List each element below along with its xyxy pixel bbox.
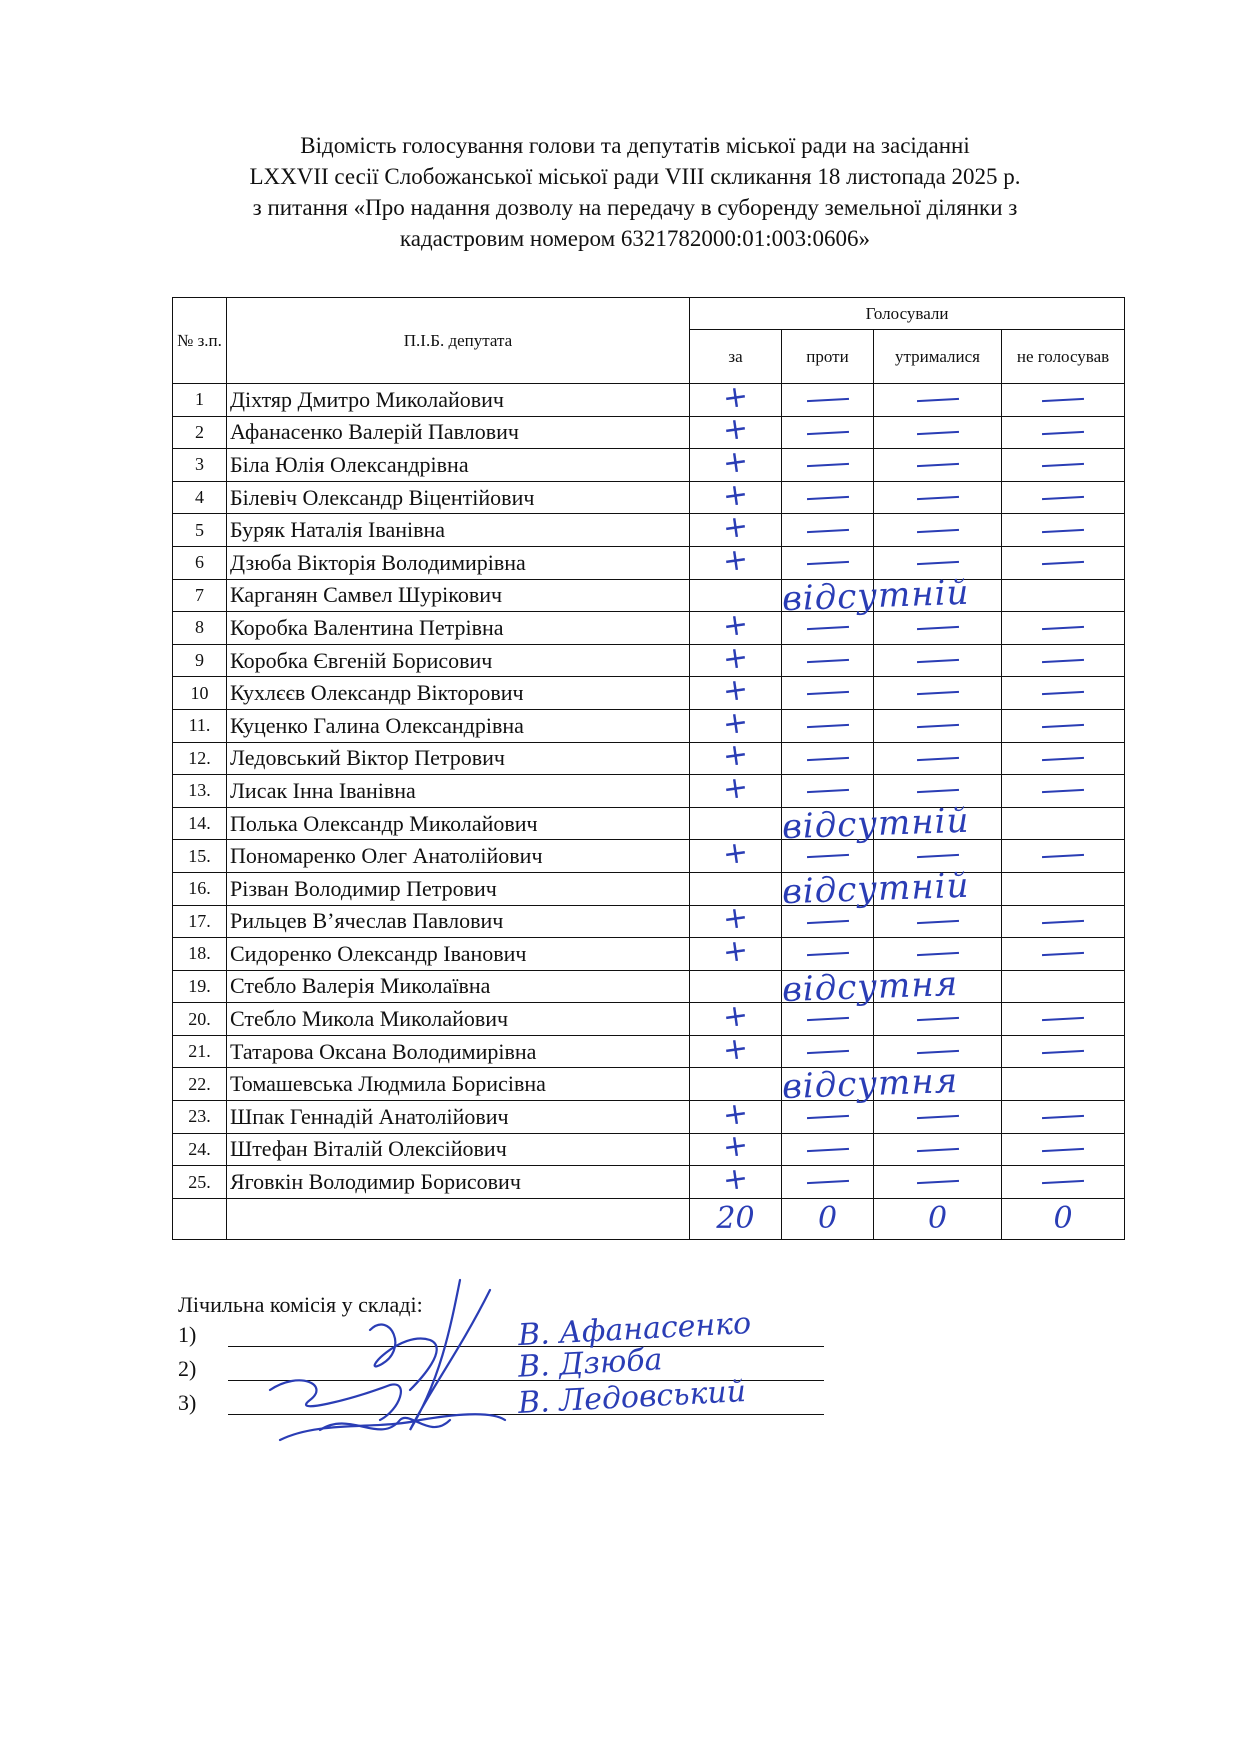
vote-for-cell	[690, 508, 782, 547]
deputy-name: Яговкін Володимир Борисович	[227, 1166, 690, 1199]
deputy-name: Лисак Інна Іванівна	[227, 775, 690, 808]
table-row	[173, 1068, 1125, 1101]
vote-against-cell	[781, 1061, 959, 1108]
table-row	[173, 416, 1125, 449]
heading-line-3: з питання «Про надання дозволу на передачу в суборенду земельної ділянки з	[252, 195, 1018, 220]
dash-mark	[806, 854, 848, 858]
header-not-voted: не голосував	[1002, 330, 1125, 384]
vote-not-voted-cell	[1002, 514, 1125, 547]
signature-stroke	[270, 1380, 401, 1420]
absent-note: відсутній	[781, 865, 971, 913]
total-for: 20	[690, 1198, 782, 1239]
vote-against-cell	[782, 384, 874, 417]
deputy-name: Стебло Микола Миколайович	[227, 1003, 690, 1036]
vote-not-voted-cell	[1002, 677, 1125, 710]
member-signed-name: В. Ледовський	[517, 1374, 747, 1421]
vote-against-cell	[782, 905, 874, 938]
row-number: 15.	[173, 840, 227, 873]
vote-against-cell	[781, 963, 959, 1010]
dash-mark	[916, 757, 958, 761]
vote-against-cell	[782, 546, 874, 579]
table-row	[173, 1101, 1125, 1134]
table-body	[173, 378, 1125, 1199]
dash-mark	[1042, 561, 1084, 565]
dash-mark	[1042, 789, 1084, 793]
dash-mark	[916, 920, 958, 924]
deputy-name: Стебло Валерія Миколаївна	[227, 970, 690, 1003]
deputy-name: Афанасенко Валерій Павлович	[227, 416, 690, 449]
row-number: 12.	[173, 742, 227, 775]
plus-mark: +	[720, 476, 751, 515]
vote-not-voted-cell	[1002, 546, 1125, 579]
heading-line-4: кадастровим номером 6321782000:01:003:0606»	[399, 226, 871, 251]
table-row	[173, 938, 1125, 971]
dash-mark	[806, 1148, 848, 1152]
table-row	[173, 905, 1125, 938]
row-number: 21.	[173, 1035, 227, 1068]
vote-against-cell	[782, 1133, 874, 1166]
table-row	[173, 677, 1125, 710]
row-number: 1	[173, 384, 227, 417]
dash-mark	[1042, 528, 1084, 532]
vote-not-voted-cell	[1002, 1133, 1125, 1166]
handwritten-signatures	[260, 1270, 510, 1460]
row-number: 10	[173, 677, 227, 710]
dash-mark	[806, 659, 848, 663]
dash-mark	[806, 789, 848, 793]
vote-against-cell	[782, 938, 874, 971]
member-index: 1)	[178, 1322, 197, 1347]
plus-mark: +	[720, 769, 751, 808]
row-number: 14.	[173, 807, 227, 840]
dash-mark	[806, 724, 848, 728]
plus-mark: +	[720, 704, 751, 743]
table-row	[173, 840, 1125, 873]
row-number: 9	[173, 644, 227, 677]
deputy-name: Різван Володимир Петрович	[227, 872, 690, 905]
dash-mark	[806, 626, 848, 630]
row-number: 19.	[173, 970, 227, 1003]
dash-mark	[1042, 1180, 1084, 1184]
table-row	[173, 514, 1125, 547]
totals-blank	[173, 1198, 227, 1239]
dash-mark	[1042, 1148, 1084, 1152]
dash-mark	[916, 1050, 958, 1054]
dash-mark	[916, 398, 958, 402]
plus-mark: +	[720, 932, 751, 971]
vote-against-cell	[782, 1035, 874, 1068]
plus-mark: +	[720, 1095, 751, 1134]
table-row	[173, 709, 1125, 742]
vote-abstained-cell	[874, 514, 1002, 547]
deputy-name: Дзюба Вікторія Володимирівна	[227, 546, 690, 579]
dash-mark	[806, 1017, 848, 1021]
dash-mark	[806, 1050, 848, 1054]
vote-not-voted-cell	[1002, 742, 1125, 775]
table-row	[173, 546, 1125, 579]
dash-mark	[1042, 724, 1084, 728]
dash-mark	[806, 952, 848, 956]
vote-for-cell	[690, 541, 782, 580]
member-signed-name: В. Дзюба	[517, 1342, 664, 1385]
vote-abstained-cell	[874, 384, 1002, 417]
vote-against-cell	[782, 612, 874, 645]
dash-mark	[916, 431, 958, 435]
vote-abstained-cell	[874, 1166, 1002, 1199]
vote-not-voted-cell	[1002, 1003, 1125, 1036]
row-number: 25.	[173, 1166, 227, 1199]
vote-against-cell	[782, 449, 874, 482]
vote-against-cell	[782, 481, 874, 514]
vote-against-cell	[782, 840, 874, 873]
row-number: 17.	[173, 905, 227, 938]
dash-mark	[806, 920, 848, 924]
row-number: 23.	[173, 1101, 227, 1134]
dash-mark	[806, 757, 848, 761]
vote-for-cell	[690, 834, 782, 873]
plus-mark: +	[720, 736, 751, 775]
member-index: 2)	[178, 1356, 197, 1381]
row-number: 4	[173, 481, 227, 514]
dash-mark	[916, 626, 958, 630]
row-number: 7	[173, 579, 227, 612]
header-against: проти	[782, 330, 874, 384]
plus-mark: +	[720, 443, 751, 482]
member-index: 3)	[178, 1390, 197, 1415]
row-number: 8	[173, 612, 227, 645]
dash-mark	[806, 463, 848, 467]
vote-abstained-cell	[874, 416, 1002, 449]
absent-note: відсутня	[781, 963, 959, 1010]
header-abstained: утрималися	[874, 330, 1002, 384]
vote-for-cell	[690, 1068, 782, 1101]
table-row	[173, 612, 1125, 645]
vote-abstained-cell	[874, 612, 1002, 645]
vote-against-cell	[782, 644, 874, 677]
vote-for-cell	[690, 1160, 782, 1199]
table-row	[173, 872, 1125, 905]
dash-mark	[1042, 691, 1084, 695]
table-row	[173, 970, 1125, 1003]
plus-mark: +	[720, 1030, 751, 1069]
dash-mark	[1042, 757, 1084, 761]
deputy-name: Пономаренко Олег Анатолійович	[227, 840, 690, 873]
deputy-name: Штефан Віталій Олексійович	[227, 1133, 690, 1166]
row-number: 13.	[173, 775, 227, 808]
deputy-name: Шпак Геннадій Анатолійович	[227, 1101, 690, 1134]
vote-not-voted-cell	[1002, 449, 1125, 482]
vote-against-cell	[781, 572, 971, 619]
total-abstained: 0	[874, 1198, 1002, 1239]
dash-mark	[1042, 463, 1084, 467]
plus-mark: +	[720, 1127, 751, 1167]
vote-abstained-cell	[874, 1068, 1002, 1101]
row-number: 18.	[173, 938, 227, 971]
vote-against-cell	[781, 800, 971, 847]
deputy-name: Коробка Євгеній Борисович	[227, 644, 690, 677]
header-number: № з.п.	[173, 298, 227, 384]
table-row	[173, 775, 1125, 808]
deputy-name: Томашевська Людмила Борисівна	[227, 1068, 690, 1101]
deputy-name: Діхтяр Дмитро Миколайович	[227, 384, 690, 417]
vote-not-voted-cell	[1002, 384, 1125, 417]
signature-stroke	[370, 1325, 437, 1390]
row-number: 5	[173, 514, 227, 547]
row-number: 22.	[173, 1068, 227, 1101]
dash-mark	[806, 691, 848, 695]
deputy-name: Сидоренко Олександр Іванович	[227, 938, 690, 971]
dash-mark	[1042, 1115, 1084, 1119]
dash-mark	[916, 854, 958, 858]
deputy-name: Куценко Галина Олександрівна	[227, 709, 690, 742]
vote-abstained-cell	[874, 1101, 1002, 1134]
plus-mark: +	[720, 606, 751, 645]
commission-label: Лічильна комісія у складі:	[178, 1292, 423, 1317]
dash-mark	[806, 431, 848, 435]
table-row	[173, 644, 1125, 677]
deputy-name: Коробка Валентина Петрівна	[227, 612, 690, 645]
header-name: П.І.Б. депутата	[227, 298, 690, 384]
plus-mark: +	[720, 671, 751, 710]
vote-not-voted-cell	[1002, 1101, 1125, 1134]
deputy-name: Ледовський Віктор Петрович	[227, 742, 690, 775]
deputy-name: Татарова Оксана Володимирівна	[227, 1035, 690, 1068]
plus-mark: +	[720, 899, 751, 938]
row-number: 24.	[173, 1133, 227, 1166]
dash-mark	[916, 463, 958, 467]
deputy-name: Біла Юлія Олександрівна	[227, 449, 690, 482]
dash-mark	[1042, 398, 1084, 402]
plus-mark: +	[720, 541, 751, 580]
vote-not-voted-cell	[1002, 416, 1125, 449]
dash-mark	[1042, 496, 1084, 500]
deputy-name: Кухлєєв Олександр Вікторович	[227, 677, 690, 710]
vote-for-cell	[690, 671, 782, 710]
dash-mark	[916, 1180, 958, 1184]
dash-mark	[806, 561, 848, 565]
vote-abstained-cell	[874, 709, 1002, 742]
row-number: 20.	[173, 1003, 227, 1036]
vote-against-cell	[782, 1101, 874, 1134]
signature-stroke	[410, 1280, 490, 1430]
total-not-voted: 0	[1002, 1198, 1125, 1239]
dash-mark	[916, 561, 958, 565]
dash-mark	[806, 528, 848, 532]
row-number: 2	[173, 416, 227, 449]
absent-note: відсутня	[781, 1061, 959, 1108]
row-number: 11.	[173, 709, 227, 742]
dash-mark	[1042, 659, 1084, 663]
row-number: 6	[173, 546, 227, 579]
document-heading	[150, 130, 1120, 254]
vote-not-voted-cell	[1002, 807, 1125, 840]
header-for: за	[690, 330, 782, 384]
table-row	[173, 742, 1125, 775]
vote-against-cell	[782, 1166, 874, 1199]
dash-mark	[806, 496, 848, 500]
totals-blank	[227, 1198, 690, 1239]
vote-against-cell	[782, 1003, 874, 1036]
vote-not-voted-cell	[1002, 1166, 1125, 1199]
vote-not-voted-cell	[1002, 938, 1125, 971]
vote-not-voted-cell	[1002, 1068, 1125, 1101]
deputy-name: Білевіч Олександр Віцентійович	[227, 481, 690, 514]
deputy-name: Полька Олександр Миколайович	[227, 807, 690, 840]
totals-row	[173, 1198, 1125, 1239]
heading-line-1: Відомість голосування голови та депутатів міської ради на засіданні	[300, 133, 970, 158]
plus-mark: +	[720, 378, 751, 417]
table-row	[173, 1003, 1125, 1036]
vote-abstained-cell	[874, 807, 1002, 840]
plus-mark: +	[720, 410, 751, 449]
vote-abstained-cell	[874, 970, 1002, 1003]
voting-table	[172, 297, 1125, 1240]
dash-mark	[1042, 626, 1084, 630]
dash-mark	[916, 1017, 958, 1021]
vote-not-voted-cell	[1002, 905, 1125, 938]
plus-mark: +	[720, 997, 751, 1036]
table-row	[173, 481, 1125, 514]
dash-mark	[916, 724, 958, 728]
member-signed-name: В. Афанасенко	[517, 1305, 752, 1354]
vote-abstained-cell	[874, 579, 1002, 612]
deputy-name: Карганян Самвел Шурікович	[227, 579, 690, 612]
vote-abstained-cell	[874, 644, 1002, 677]
plus-mark: +	[720, 638, 751, 678]
dash-mark	[916, 659, 958, 663]
dash-mark	[806, 1115, 848, 1119]
absent-note: відсутній	[781, 800, 971, 847]
table-row	[173, 1133, 1125, 1166]
vote-not-voted-cell	[1002, 644, 1125, 677]
vote-abstained-cell	[874, 449, 1002, 482]
vote-not-voted-cell	[1002, 612, 1125, 645]
vote-abstained-cell	[874, 481, 1002, 514]
vote-abstained-cell	[874, 677, 1002, 710]
vote-not-voted-cell	[1002, 481, 1125, 514]
vote-not-voted-cell	[1002, 579, 1125, 612]
total-against: 0	[782, 1198, 874, 1239]
vote-for-cell	[690, 606, 782, 645]
vote-for-cell	[690, 932, 782, 971]
plus-mark: +	[720, 834, 751, 873]
dash-mark	[916, 789, 958, 793]
vote-for-cell	[690, 997, 782, 1036]
vote-for-cell	[690, 443, 782, 482]
vote-against-cell	[782, 416, 874, 449]
vote-abstained-cell	[874, 1133, 1002, 1166]
deputy-name: Буряк Наталія Іванівна	[227, 514, 690, 547]
vote-against-cell	[782, 742, 874, 775]
dash-mark	[806, 398, 848, 402]
deputy-name: Рильцев В’ячеслав Павлович	[227, 905, 690, 938]
dash-mark	[916, 952, 958, 956]
plus-mark: +	[720, 508, 751, 547]
vote-abstained-cell	[874, 1003, 1002, 1036]
dash-mark	[916, 528, 958, 532]
vote-against-cell	[781, 865, 971, 913]
vote-abstained-cell	[874, 742, 1002, 775]
vote-for-cell	[690, 1030, 782, 1069]
vote-abstained-cell	[874, 872, 1002, 905]
absent-note: відсутній	[781, 572, 971, 619]
dash-mark	[1042, 1017, 1084, 1021]
vote-against-cell	[782, 775, 874, 808]
vote-not-voted-cell	[1002, 775, 1125, 808]
table-row	[173, 1035, 1125, 1068]
heading-line-2: LXXVII сесії Слобожанської міської ради VIII скликання 18 листопада 2025 р.	[249, 164, 1021, 189]
vote-against-cell	[782, 514, 874, 547]
row-number: 16.	[173, 872, 227, 905]
table-row	[173, 1166, 1125, 1199]
dash-mark	[1042, 952, 1084, 956]
dash-mark	[806, 1180, 848, 1184]
dash-mark	[1042, 920, 1084, 924]
dash-mark	[1042, 854, 1084, 858]
vote-abstained-cell	[874, 905, 1002, 938]
dash-mark	[916, 1115, 958, 1119]
vote-not-voted-cell	[1002, 872, 1125, 905]
vote-not-voted-cell	[1002, 1035, 1125, 1068]
vote-against-cell	[782, 709, 874, 742]
header-voted: Голосували	[690, 298, 1125, 330]
row-number: 3	[173, 449, 227, 482]
table-row	[173, 449, 1125, 482]
plus-mark: +	[720, 1160, 751, 1199]
dash-mark	[916, 1148, 958, 1152]
dash-mark	[1042, 1050, 1084, 1054]
vote-not-voted-cell	[1002, 840, 1125, 873]
dash-mark	[916, 691, 958, 695]
table-row	[173, 807, 1125, 840]
vote-not-voted-cell	[1002, 970, 1125, 1003]
vote-against-cell	[782, 677, 874, 710]
dash-mark	[916, 496, 958, 500]
vote-not-voted-cell	[1002, 709, 1125, 742]
table-row	[173, 579, 1125, 612]
table-row	[173, 384, 1125, 417]
vote-for-cell	[690, 769, 782, 808]
dash-mark	[1042, 431, 1084, 435]
